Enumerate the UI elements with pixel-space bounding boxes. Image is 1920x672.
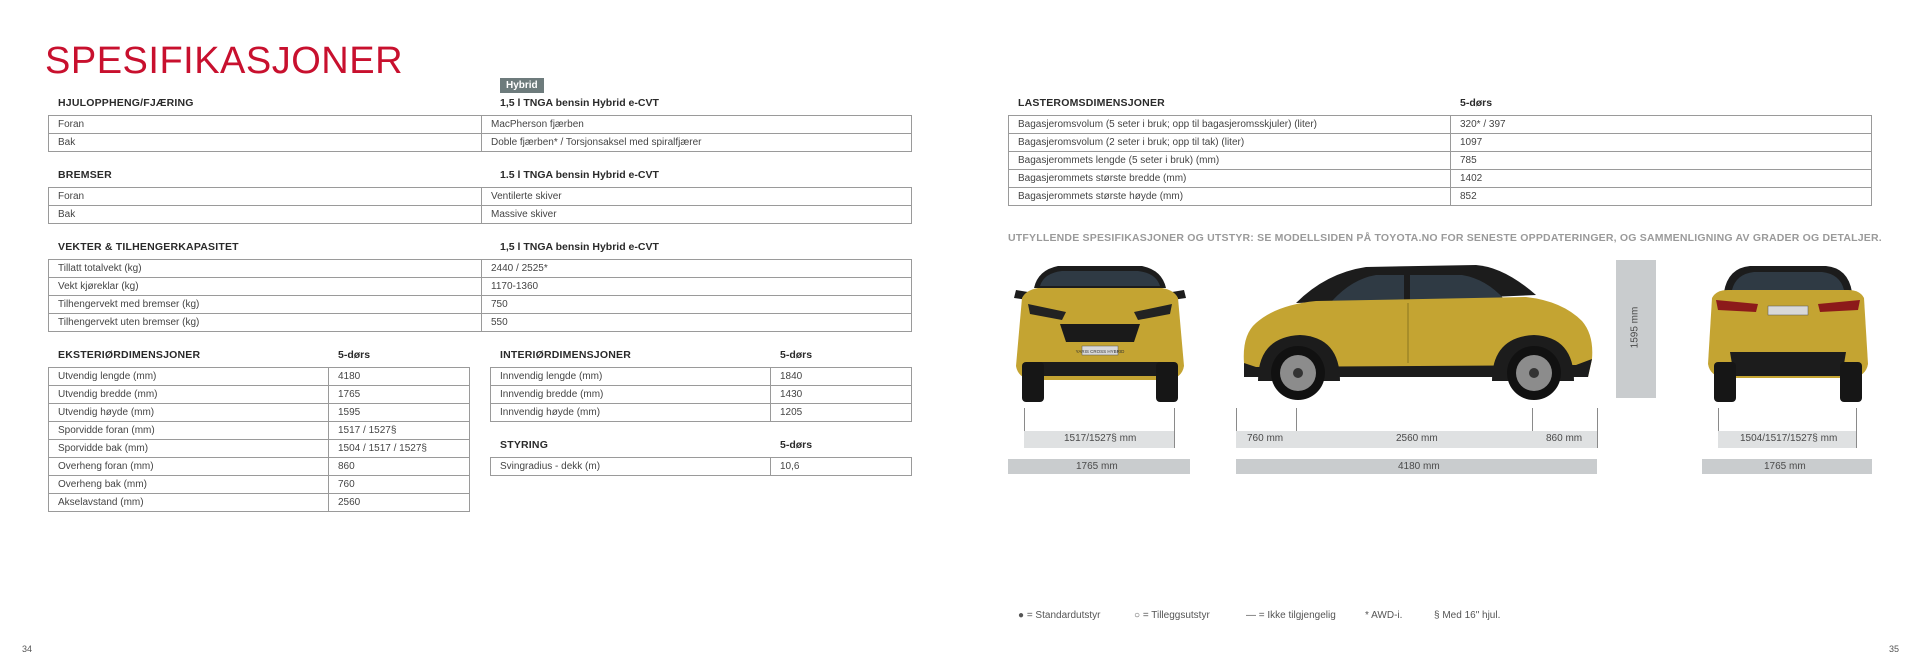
row-value: 10,6 [771, 458, 912, 476]
car-front-view [1008, 258, 1192, 406]
rear-track-label: 1504/1517/1527§ mm [1740, 433, 1838, 444]
row-label: Overheng bak (mm) [49, 476, 329, 494]
interior-col-head: 5-dørs [780, 349, 813, 361]
front-track-label: 1517/1527§ mm [1064, 433, 1137, 444]
front-width-label: 1765 mm [1076, 461, 1118, 472]
row-label: Tilhengervekt med bremser (kg) [49, 296, 482, 314]
table-row [49, 296, 912, 314]
row-label: Foran [49, 188, 482, 206]
interior-table [490, 367, 912, 422]
row-label: Bak [49, 206, 482, 224]
row-label: Svingradius - dekk (m) [491, 458, 771, 476]
table-row [49, 386, 470, 404]
legend-wheels: § Med 16" hjul. [1434, 610, 1501, 621]
row-label: Utvendig lengde (mm) [49, 368, 329, 386]
steering-col-head: 5-dørs [780, 439, 813, 451]
row-label: Tilhengervekt uten bremser (kg) [49, 314, 482, 332]
row-value: 1517 / 1527§ [329, 422, 470, 440]
table-row [49, 440, 470, 458]
row-label: Akselavstand (mm) [49, 494, 329, 512]
cargo-table [1008, 115, 1872, 206]
table-row [49, 476, 470, 494]
row-label: Sporvidde bak (mm) [49, 440, 329, 458]
row-label: Sporvidde foran (mm) [49, 422, 329, 440]
cargo-heading: LASTEROMSDIMENSJONER [1018, 97, 1165, 109]
row-label: Utvendig bredde (mm) [49, 386, 329, 404]
table-row [49, 260, 912, 278]
dim-guide-line [1174, 408, 1175, 448]
interior-heading: INTERIØRDIMENSJONER [500, 349, 631, 361]
row-label: Bagasjerommets lengde (5 seter i bruk) (mm) [1009, 152, 1451, 170]
row-value: 760 [329, 476, 470, 494]
row-value: 852 [1451, 188, 1872, 206]
table-row [49, 368, 470, 386]
row-value: 750 [482, 296, 912, 314]
table-row [49, 188, 912, 206]
page-number-left: 34 [22, 644, 33, 654]
table-row [491, 458, 912, 476]
table-row [1009, 170, 1872, 188]
suspension-heading: HJULOPPHENG/FJÆRING [58, 97, 194, 109]
brakes-table [48, 187, 912, 224]
table-row [49, 134, 912, 152]
row-value: 1097 [1451, 134, 1872, 152]
table-row [1009, 116, 1872, 134]
row-label: Bagasjerommets største bredde (mm) [1009, 170, 1451, 188]
dim-guide-line [1597, 408, 1598, 448]
row-value: 1840 [771, 368, 912, 386]
table-row [491, 404, 912, 422]
steering-table [490, 457, 912, 476]
row-label: Vekt kjøreklar (kg) [49, 278, 482, 296]
table-row [49, 458, 470, 476]
cargo-col-head: 5-dørs [1460, 97, 1493, 109]
row-label: Innvendig høyde (mm) [491, 404, 771, 422]
row-value: 1765 [329, 386, 470, 404]
table-row [49, 314, 912, 332]
row-label: Innvendig lengde (mm) [491, 368, 771, 386]
table-row [1009, 134, 1872, 152]
row-label: Bagasjeromsvolum (2 seter i bruk; opp til tak) (liter) [1009, 134, 1451, 152]
table-row [1009, 188, 1872, 206]
row-label: Overheng foran (mm) [49, 458, 329, 476]
exterior-table [48, 367, 470, 512]
row-value: 1504 / 1517 / 1527§ [329, 440, 470, 458]
row-label: Innvendig bredde (mm) [491, 386, 771, 404]
row-value: 2560 [329, 494, 470, 512]
rear-overhang-label: 760 mm [1247, 433, 1284, 444]
row-label: Bagasjeromsvolum (5 seter i bruk; opp til bagasjeromsskjuler) (liter) [1009, 116, 1451, 134]
table-row [491, 386, 912, 404]
row-value: 320* / 397 [1451, 116, 1872, 134]
row-value: MacPherson fjærben [482, 116, 912, 134]
row-value: 1430 [771, 386, 912, 404]
row-value: 1402 [1451, 170, 1872, 188]
car-side-view [1236, 255, 1598, 405]
page-number-right: 35 [1889, 644, 1900, 654]
row-value: 550 [482, 314, 912, 332]
row-value: Massive skiver [482, 206, 912, 224]
suspension-table [48, 115, 912, 152]
steering-heading: STYRING [500, 439, 549, 451]
additional-specs-note: UTFYLLENDE SPESIFIKASJONER OG UTSTYR: SE MODELLSIDEN PÅ TOYOTA.NO FOR SENESTE OPPDATERINGER, OG SAMMENLIGNING AV GRADER OG DETALJER. [1008, 232, 1882, 244]
table-row [1009, 152, 1872, 170]
table-row [491, 368, 912, 386]
front-overhang-label: 860 mm [1546, 433, 1583, 444]
weights-table [48, 259, 912, 332]
row-value: 1170-1360 [482, 278, 912, 296]
row-value: 785 [1451, 152, 1872, 170]
hybrid-badge: Hybrid [500, 78, 544, 93]
row-label: Bak [49, 134, 482, 152]
row-value: 2440 / 2525* [482, 260, 912, 278]
table-row [49, 278, 912, 296]
row-label: Tillatt totalvekt (kg) [49, 260, 482, 278]
brakes-col-head: 1.5 l TNGA bensin Hybrid e-CVT [500, 169, 659, 181]
legend-awd: * AWD-i. [1365, 610, 1403, 621]
weights-heading: VEKTER & TILHENGERKAPASITET [58, 241, 239, 253]
row-value: 1205 [771, 404, 912, 422]
row-value: 4180 [329, 368, 470, 386]
dim-guide-line [1856, 408, 1857, 448]
table-row [49, 422, 470, 440]
row-value: 1595 [329, 404, 470, 422]
table-row [49, 116, 912, 134]
brakes-heading: BREMSER [58, 169, 112, 181]
exterior-heading: EKSTERIØRDIMENSJONER [58, 349, 201, 361]
weights-col-head: 1,5 l TNGA bensin Hybrid e-CVT [500, 241, 659, 253]
car-rear-view [1702, 258, 1874, 406]
table-row [49, 206, 912, 224]
suspension-col-head: 1,5 l TNGA bensin Hybrid e-CVT [500, 97, 659, 109]
legend-optional: ○ = Tilleggsutstyr [1134, 610, 1210, 621]
row-value: 860 [329, 458, 470, 476]
row-value: Doble fjærben* / Torsjonsaksel med spiralfjærer [482, 134, 912, 152]
page-title: SPESIFIKASJONER [45, 40, 404, 82]
row-value: Ventilerte skiver [482, 188, 912, 206]
row-label: Bagasjerommets største høyde (mm) [1009, 188, 1451, 206]
table-row [49, 494, 470, 512]
rear-width-label: 1765 mm [1764, 461, 1806, 472]
exterior-col-head: 5-dørs [338, 349, 371, 361]
table-row [49, 404, 470, 422]
row-label: Utvendig høyde (mm) [49, 404, 329, 422]
license-plate-text: YARIS CROSS HYBRID [1075, 349, 1125, 354]
legend-not-available: — = Ikke tilgjengelig [1246, 610, 1336, 621]
length-label: 4180 mm [1398, 461, 1440, 472]
height-label: 1595 mm [1629, 306, 1641, 349]
legend-standard: ● = Standardutstyr [1018, 610, 1101, 621]
row-label: Foran [49, 116, 482, 134]
wheelbase-label: 2560 mm [1396, 433, 1438, 444]
